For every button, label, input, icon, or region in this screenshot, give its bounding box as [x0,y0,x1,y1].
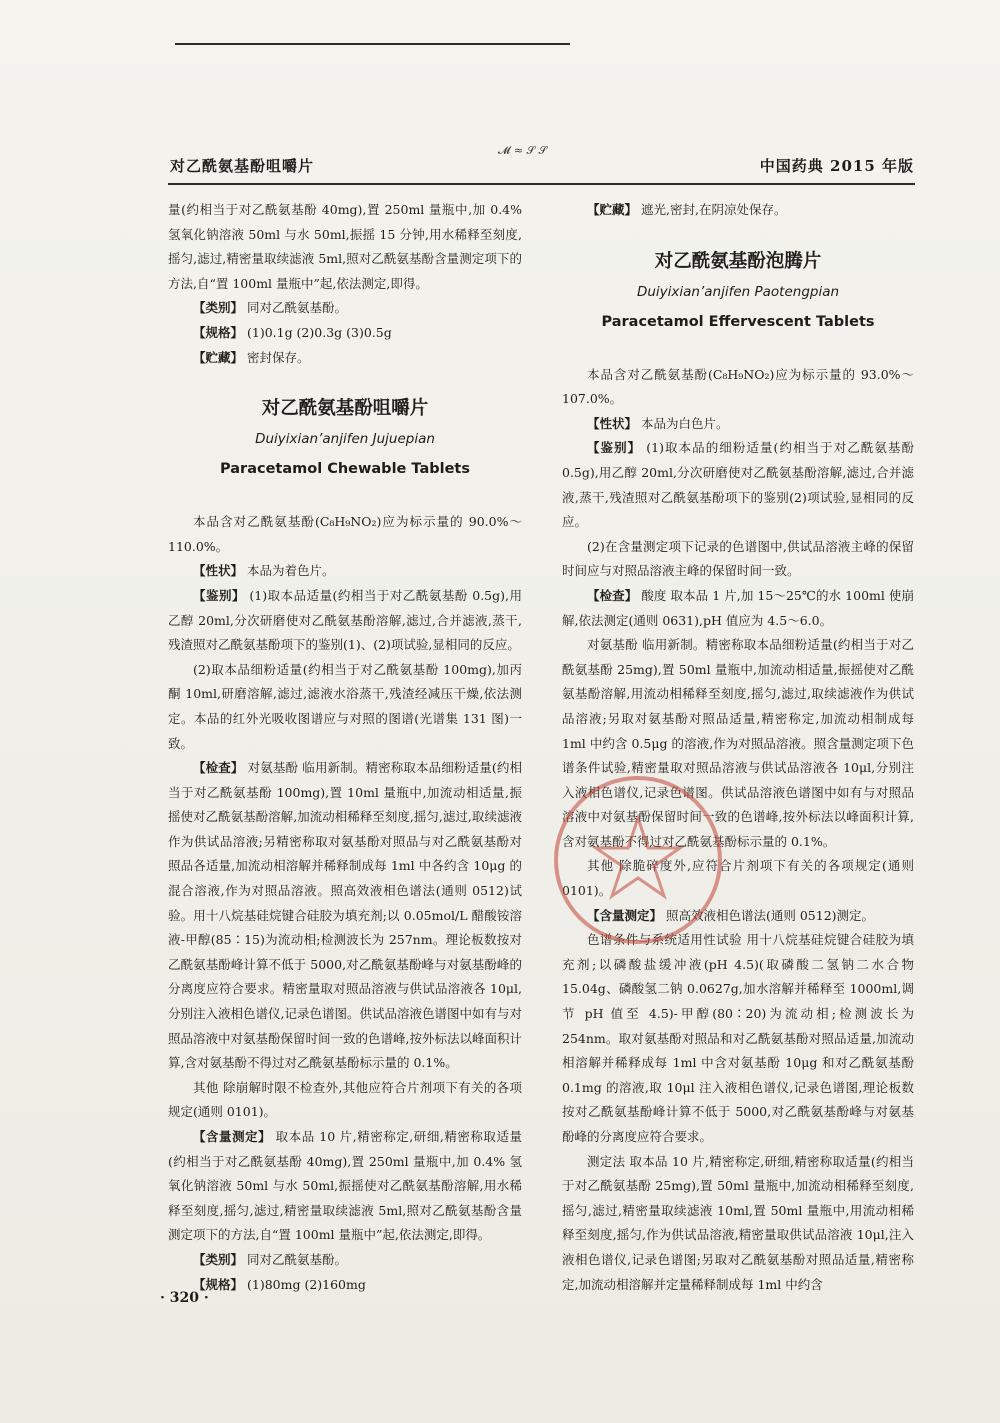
identification-tag: 【鉴别】 [193,587,245,603]
properties-text: 本品为着色片。 [247,563,335,579]
identification-paragraph-1 [168,584,522,658]
spec-text-2: (1)80mg (2)160mg [247,1276,366,1292]
continued-paragraph: 量(约相当于对乙酰氨基酚 40mg),置 250ml 量瓶中,加 0.4% 氢氧化钠溶液 50ml 与水 50ml,振摇 15 分钟,用水稀释至刻度,摇匀,滤过,精密量取续滤液 5ml,照对乙酰氨基酚含量测定项下的方法,自“置 100ml 量瓶中”起,依法测定,即得。 [168,202,522,291]
page-number: · 320 · [160,1290,209,1306]
monograph-title-pinyin: Duiyixian’anjifen Jujuepian [255,431,435,448]
intro-paragraph-right: 本品含对乙酰氨基酚(C₈H₉NO₂)应为标示量的 93.0%～107.0%。 [562,366,914,407]
identification-text-right-1: (1)取本品的细粉适量(约相当于对乙酰氨基酚 0.5g),用乙醇 20ml,分次研磨使对乙酰氨基酚溶解,滤过,合并滤液,蒸干,残渣照对乙酰氨基酚项下的鉴别(2)项试验,显相同的反应。 [562,440,914,530]
spec-text: (1)0.1g (2)0.3g (3)0.5g [247,324,392,340]
storage-tag-right: 【贮藏】 [587,202,638,217]
aminophenol-paragraph: 对氨基酚 临用新制。精密称取本品细粉适量(约相当于对乙酰氨基酚 25mg),置 50ml 量瓶中,加流动相适量,振摇使对乙酰氨基酚溶解,用流动相稀释至刻度,摇匀,滤过,取续滤液作为供试品溶液;另取对氨基酚对照品适量,精密称定,加流动相制成每 1ml 中约含 0.5μg 的溶液,作为对照品溶液。照含量测定项下色谱条件试验,精密量取对照品溶液与供试品溶液各 10μl,分别注入液相色谱仪,记录色谱图。供试品溶液色谱图中如有与对照品溶液中对氨基酚保留时间一致的色谱峰,按外标法以峰面积计算,含对氨基酚不得过对乙酰氨基酚标示量的 0.1%。 [562,637,914,849]
assay-paragraph-right [562,904,914,929]
assay-text-right: 照高效液相色谱法(通则 0512)测定。 [666,907,875,923]
assay-paragraph [168,1125,522,1248]
identification-tag-right: 【鉴别】 [587,440,642,456]
assay-tag: 【含量测定】 [193,1129,272,1144]
identification-paragraph-right-1 [562,436,914,534]
spec-line-2 [168,1273,522,1298]
header-rule [168,183,915,185]
monograph-title-cn-right: 对乙酰氨基酚泡腾片 [654,250,822,272]
properties-text-right: 本品为白色片。 [641,415,729,431]
class-line-2 [168,1248,522,1273]
assay-tag-right: 【含量测定】 [587,907,663,923]
storage-text-right: 遮光,密封,在阴凉处保存。 [641,202,787,217]
other-paragraph-right: 其他 除脆碎度外,应符合片剂项下有关的各项规定(通则 0101)。 [562,858,914,899]
monograph-title-cn: 对乙酰氨基酚咀嚼片 [261,398,429,420]
class-tag-2: 【类别】 [193,1251,244,1267]
top-rule [175,43,570,45]
assay-text: 取本品 10 片,精密称定,研细,精密称取适量(约相当于对乙酰氨基酚 40mg),置 250ml 量瓶中,加 0.4% 氢氧化钠溶液 50ml 与水 50ml,振摇使对乙酰氨基酚溶解,用水稀释至刻度,摇匀,滤过,精密量取续滤液 5ml,照对乙酰氨基酚含量测定项下的方法,自“置 100ml 量瓶中”起,依法测定,即得。 [168,1129,522,1243]
header-mark: 𝓜 ≈ 𝒮 𝒮 [498,144,548,157]
identification-paragraph-right-2: (2)在含量测定项下记录的色谱图中,供试品溶液主峰的保留时间应与对照品溶液主峰的保留时间一致。 [562,538,914,579]
chromatography-paragraph: 色谱条件与系统适用性试验 用十八烷基硅烷键合硅胶为填充剂;以磷酸盐缓冲液(pH 4.5)(取磷酸二氢钠二水合物 15.04g、磷酸氢二钠 0.0627g,加水溶解并稀释至 1000ml,调节 pH 值至 4.5)-甲醇(80∶20)为流动相;检测波长为 254nm。取对氨基酚对照品和对乙酰氨基酚对照品适量,加流动相溶解并稀释成每 1ml 中含对氨基酚 10μg 和对乙酰氨基酚 0.1mg 的溶液,取 10μl 注入液相色谱仪,记录色谱图,理论板数按对乙酰氨基酚峰计算不低于 5000,对乙酰氨基酚峰与对氨基酚峰的分离度应符合要求。 [562,932,914,1144]
storage-line-right [562,198,914,223]
properties-tag: 【性状】 [193,563,244,579]
class-text: 同对乙酰氨基酚。 [247,300,348,316]
test-tag-right: 【检查】 [587,587,638,603]
monograph-title-en-right: Paracetamol Effervescent Tablets [601,313,875,330]
storage-tag: 【贮藏】 [193,349,244,365]
class-line [168,296,522,321]
other-paragraph: 其他 除崩解时限不检查外,其他应符合片剂项下有关的各项规定(通则 0101)。 [168,1079,522,1120]
test-text: 对氨基酚 临用新制。精密称取本品细粉适量(约相当于对乙酰氨基酚 100mg),置 10ml 量瓶中,加流动相适量,振摇使对乙酰氨基酚溶解,加流动相稀释至刻度,摇匀,滤过,取续滤液作为供试品溶液;另精密称取对氨基酚对照品与对乙酰氨基酚对照品各适量,加流动相溶解并稀释制成每 1ml 中各约含 10μg 的混合溶液,作为对照品溶液。照高效液相色谱法(通则 0512)试验。用十八烷基硅烷键合硅胶为填充剂;以 0.05mol/L 醋酸铵溶液-甲醇(85∶15)为流动相;检测波长为 257nm。理论板数按对乙酰氨基酚峰计算不低于 5000,对乙酰氨基酚峰与对氨基酚峰的分离度应符合要求。精密量取对照品溶液与供试品溶液各 10μl,分别注入液相色谱仪,记录色谱图。供试品溶液色谱图中如有与对照品溶液中对氨基酚保留时间一致的色谱峰,按外标法以峰面积计算,含对氨基酚不得过对乙酰氨基酚标示量的 0.1%。 [168,760,522,1071]
properties-line-right [562,412,914,437]
monograph-title-pinyin-right: Duiyixian’anjifen Paotengpian [636,283,840,300]
spec-line [168,321,522,346]
right-column [562,198,914,1297]
left-column [168,198,522,1297]
running-title-left: 对乙酰氨基酚咀嚼片 [170,157,315,175]
class-tag: 【类别】 [193,300,244,316]
class-text-2: 同对乙酰氨基酚。 [247,1251,348,1267]
storage-text: 密封保存。 [247,349,310,365]
test-paragraph [168,756,522,1076]
method-paragraph: 测定法 取本品 10 片,精密称定,研细,精密称取适量(约相当于对乙酰氨基酚 25mg),置 50ml 量瓶中,加流动相稀释至刻度,摇匀,滤过,精密量取续滤液 10ml,置 50ml 量瓶中,用流动相稀释至刻度,摇匀,作为供试品溶液,精密量取供试品溶液 10μl,注入液相色谱仪,记录色谱图;另取对乙酰氨基酚对照品适量,精密称定,加流动相溶解并定量稀释制成每 1ml 中约含 [562,1153,914,1292]
test-text-right: 酸度 取本品 1 片,加 15～25℃的水 100ml 使崩解,依法测定(通则 0631),pH 值应为 4.5～6.0。 [562,587,914,628]
storage-line [168,346,522,371]
properties-line [168,559,522,584]
test-tag: 【检查】 [193,760,244,776]
intro-paragraph: 本品含对乙酰氨基酚(C₈H₉NO₂)应为标示量的 90.0%～110.0%。 [168,514,522,554]
spec-tag-2: 【规格】 [193,1276,244,1292]
spec-tag: 【规格】 [193,324,244,340]
running-title-right: 中国药典 2015 年版 [759,157,914,175]
test-paragraph-right [562,584,914,633]
identification-text-1: (1)取本品适量(约相当于对乙酰氨基酚 0.5g),用乙醇 20ml,分次研磨使对乙酰氨基酚溶解,滤过,合并滤液,蒸干,残渣照对乙酰氨基酚项下的鉴别(1)、(2)项试验,显相同的反应。 [168,587,522,653]
identification-paragraph-2: (2)取本品细粉适量(约相当于对乙酰氨基酚 100mg),加丙酮 10ml,研磨溶解,滤过,滤液水浴蒸干,残渣经减压干燥,依法测定。本品的红外光吸收图谱应与对照的图谱(光谱集 131 图)一致。 [168,661,522,751]
monograph-title-en: Paracetamol Chewable Tablets [220,461,470,478]
properties-tag-right: 【性状】 [587,415,638,431]
